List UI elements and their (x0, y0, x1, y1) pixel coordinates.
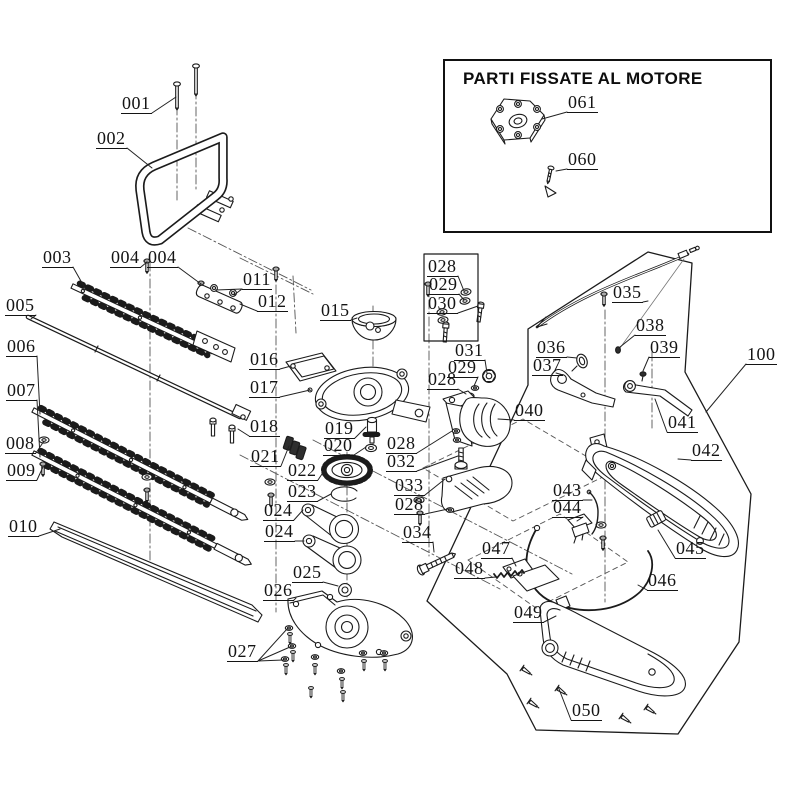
part-label-016: 016 (250, 349, 279, 369)
part-label-022: 022 (288, 460, 317, 480)
part-label-041: 041 (668, 412, 697, 432)
part-label-028: 028 (428, 369, 457, 389)
part-label-039: 039 (650, 337, 679, 357)
part-label-019: 019 (325, 418, 354, 438)
blade-guide-bar (50, 522, 262, 622)
gear-head (286, 312, 430, 452)
part-label-004: 004 (148, 247, 177, 267)
connector-plate (195, 284, 244, 314)
part-label-031: 031 (455, 340, 484, 360)
part-label-027: 027 (228, 641, 257, 661)
part-label-038: 038 (636, 315, 665, 335)
blade-mount-plate (193, 331, 235, 362)
part-label-037: 037 (533, 355, 562, 375)
part-label-043: 043 (553, 480, 582, 500)
part-label-047: 047 (482, 538, 511, 558)
part-label-007: 007 (7, 380, 36, 400)
part-label-006: 006 (7, 336, 36, 356)
part-label-029: 029 (429, 274, 458, 294)
inset-title: PARTI FISSATE AL MOTORE (463, 69, 703, 88)
part-label-100: 100 (747, 344, 776, 364)
throttle-parts (551, 353, 692, 416)
part-label-028: 028 (395, 494, 424, 514)
part-label-036: 036 (537, 337, 566, 357)
part-label-034: 034 (403, 522, 432, 542)
part-label-035: 035 (613, 282, 642, 302)
part-label-003: 003 (43, 247, 72, 267)
part-label-029: 029 (448, 357, 477, 377)
part-label-015: 015 (321, 300, 350, 320)
part-label-024: 024 (265, 521, 294, 541)
rubber-damper (281, 436, 307, 460)
part-label-004: 004 (111, 247, 140, 267)
part-label-061: 061 (568, 92, 597, 112)
part-label-021: 021 (251, 446, 280, 466)
part-label-046: 046 (648, 570, 677, 590)
part-label-044: 044 (553, 497, 582, 517)
inset-fastener-stack (424, 254, 484, 342)
part-label-023: 023 (288, 481, 317, 501)
part-label-002: 002 (97, 128, 126, 148)
part-label-005: 005 (6, 295, 35, 315)
part-label-050: 050 (572, 700, 601, 720)
part-label-032: 032 (387, 451, 416, 471)
part-label-045: 045 (676, 538, 705, 558)
part-label-020: 020 (324, 435, 353, 455)
part-label-025: 025 (293, 562, 322, 582)
part-label-049: 049 (514, 602, 543, 622)
part-label-042: 042 (692, 440, 721, 460)
part-label-060: 060 (568, 149, 597, 169)
throttle-cable (537, 246, 700, 354)
part-label-028: 028 (387, 433, 416, 453)
part-label-048: 048 (455, 558, 484, 578)
part-label-008: 008 (6, 433, 35, 453)
part-label-012: 012 (258, 291, 287, 311)
handle-screws (174, 64, 200, 110)
gear-cover (288, 591, 413, 657)
part-label-024: 024 (264, 500, 293, 520)
part-label-017: 017 (250, 377, 279, 397)
part-label-011: 011 (243, 269, 271, 289)
part-label-030: 030 (428, 293, 457, 313)
part-label-026: 026 (264, 580, 293, 600)
part-label-018: 018 (250, 416, 279, 436)
part-label-028: 028 (428, 256, 457, 276)
part-label-010: 010 (9, 516, 38, 536)
part-label-033: 033 (395, 475, 424, 495)
front-handle (140, 137, 233, 241)
shaft-clamp-group (416, 370, 512, 576)
part-label-040: 040 (515, 400, 544, 420)
support-rod (28, 317, 251, 420)
handle-housing-bottom (540, 596, 685, 696)
part-label-009: 009 (7, 460, 36, 480)
throttle-lock (494, 559, 559, 591)
clamp-lower (441, 466, 512, 512)
inset-box (443, 59, 772, 233)
part-label-001: 001 (122, 93, 151, 113)
